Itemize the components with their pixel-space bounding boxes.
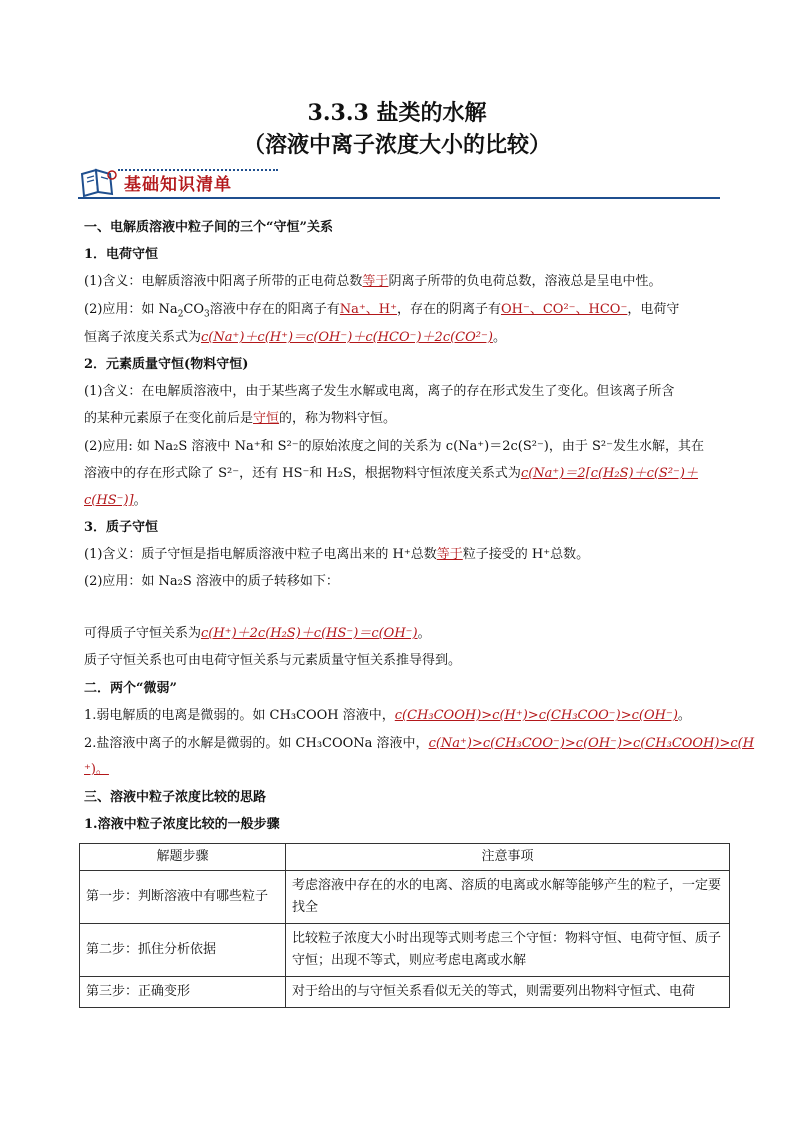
table-row [80, 924, 730, 977]
banner-rule [78, 197, 720, 199]
proton-definition: (1)含义：质子守恒是指电解质溶液中粒子电离出来的 H⁺总数等于粒子接受的 H⁺总数。 [84, 547, 590, 562]
answer-blank: c(H⁺)＋2c(H₂S)＋c(HS⁻)＝c(OH⁻) [201, 626, 418, 641]
answer-blank: 等于 [362, 274, 389, 289]
proton-application: (2)应用：如 Na₂S 溶液中的质子转移如下： [84, 574, 339, 589]
table-row [80, 871, 730, 924]
charge-definition: (1)含义：电解质溶液中阳离子所带的正电荷总数等于阴离子所带的负电荷总数，溶液总是呈电中性。 [84, 274, 662, 289]
section3-subheading: 1.溶液中粒子浓度比较的一般步骤 [84, 817, 280, 832]
mass-application-2: 溶液中的存在形式除了 S²⁻，还有 HS⁻和 H₂S，根据物料守恒浓度关系式为c(Na⁺)＝2[c(H₂S)＋c(S²⁻)＋ [84, 466, 698, 481]
section-banner [78, 166, 720, 202]
table-cell: 考虑溶液中存在的水的电离、溶质的电离或水解等能够产生的粒子，一定要找全 [286, 871, 730, 924]
section3-heading: 三、溶液中粒子浓度比较的思路 [84, 790, 267, 805]
proton-expression: 可得质子守恒关系为c(H⁺)＋2c(H₂S)＋c(HS⁻)＝c(OH⁻)。 [84, 626, 431, 641]
answer-blank: OH⁻、CO²⁻、HCO⁻ [500, 302, 628, 317]
answer-blank: c(Na⁺)>c(CH₃COO⁻)>c(OH⁻)>c(CH₃COOH)>c(H [428, 736, 755, 751]
answer-blank: c(Na⁺)＋c(H⁺)＝c(OH⁻)＋c(HCO⁻)＋2c(CO²⁻) [201, 330, 493, 345]
answer-blank: Na⁺、H⁺ [339, 302, 397, 317]
answer-blank: 守恒 [253, 411, 280, 426]
page-subtitle: （溶液中离子浓度大小的比较） [242, 132, 551, 158]
charge-application: (2)应用：如 $Na_2CO_3$溶液中存在的阳离子有Na⁺、H⁺，存在的阴离子有OH⁻、CO²⁻、HCO⁻，电荷守 [84, 302, 680, 320]
mass-application-3: c(HS⁻)]。 [84, 493, 147, 508]
weak-hydrolysis-cont [84, 760, 109, 780]
mass-definition-1: (1)含义：在电解质溶液中，由于某些离子发生水解或电离，离子的存在形式发生了变化。但该离子所含 [84, 384, 675, 399]
table-cell: 第二步：抓住分析依据 [80, 924, 286, 977]
answer-blank: c(CH₃COOH)>c(H⁺)>c(CH₃COO⁻)>c(OH⁻) [394, 708, 678, 723]
page-title: 3.3.3 盐类的水解 [307, 100, 487, 126]
table-header: 解题步骤 [80, 844, 286, 871]
section1-heading: 一、电解质溶液中粒子间的三个“守恒”关系 [84, 220, 333, 235]
answer-blank: c(Na⁺)＝2[c(H₂S)＋c(S²⁻)＋ [520, 466, 698, 481]
charge-conservation-title: 1．电荷守恒 [84, 247, 159, 262]
table-cell: 第一步：判断溶液中有哪些粒子 [80, 871, 286, 924]
table-cell: 第三步：正确变形 [80, 977, 286, 1008]
mass-conservation-title: 2．元素质量守恒(物料守恒) [84, 357, 249, 372]
table-row [80, 977, 730, 1008]
steps-table [79, 843, 730, 1008]
banner-label: 基础知识清单 [124, 175, 232, 195]
answer-blank: c(HS⁻)] [84, 493, 134, 508]
mass-definition-2: 的某种元素原子在变化前后是守恒的，称为物料守恒。 [84, 411, 397, 426]
mass-application-1: (2)应用: 如 Na₂S 溶液中 Na⁺和 S²⁻的原始浓度之间的关系为 c(Na⁺)＝2c(S²⁻)，由于 S²⁻发生水解，其在 [84, 439, 704, 454]
weak-hydrolysis: 2.盐溶液中离子的水解是微弱的。如 CH₃COONa 溶液中，c(Na⁺)>c(CH₃COO⁻)>c(OH⁻)>c(CH₃COOH)>c(H [84, 736, 755, 751]
charge-expression: 恒离子浓度关系式为c(Na⁺)＋c(H⁺)＝c(OH⁻)＋c(HCO⁻)＋2c(CO²⁻)。 [84, 330, 506, 345]
answer-blank: ⁺)。 [84, 762, 109, 777]
weak-ionization: 1.弱电解质的电离是微弱的。如 CH₃COOH 溶液中，c(CH₃COOH)>c(H⁺)>c(CH₃COO⁻)>c(OH⁻)。 [84, 708, 691, 723]
proton-note: 质子守恒关系也可由电荷守恒关系与元素质量守恒关系推导得到。 [84, 653, 462, 668]
proton-conservation-title: 3．质子守恒 [84, 520, 159, 535]
table-header: 注意事项 [286, 844, 730, 871]
table-header-row [80, 844, 730, 871]
table-cell: 比较粒子浓度大小时出现等式则考虑三个守恒：物料守恒、电荷守恒、质子守恒；出现不等式，则应考虑电离或水解 [286, 924, 730, 977]
section2-heading: 二．两个“微弱” [84, 681, 177, 696]
table-cell: 对于给出的与守恒关系看似无关的等式，则需要列出物料守恒式、电荷 [286, 977, 730, 1008]
answer-blank: 等于 [436, 547, 463, 562]
book-icon [78, 168, 118, 198]
